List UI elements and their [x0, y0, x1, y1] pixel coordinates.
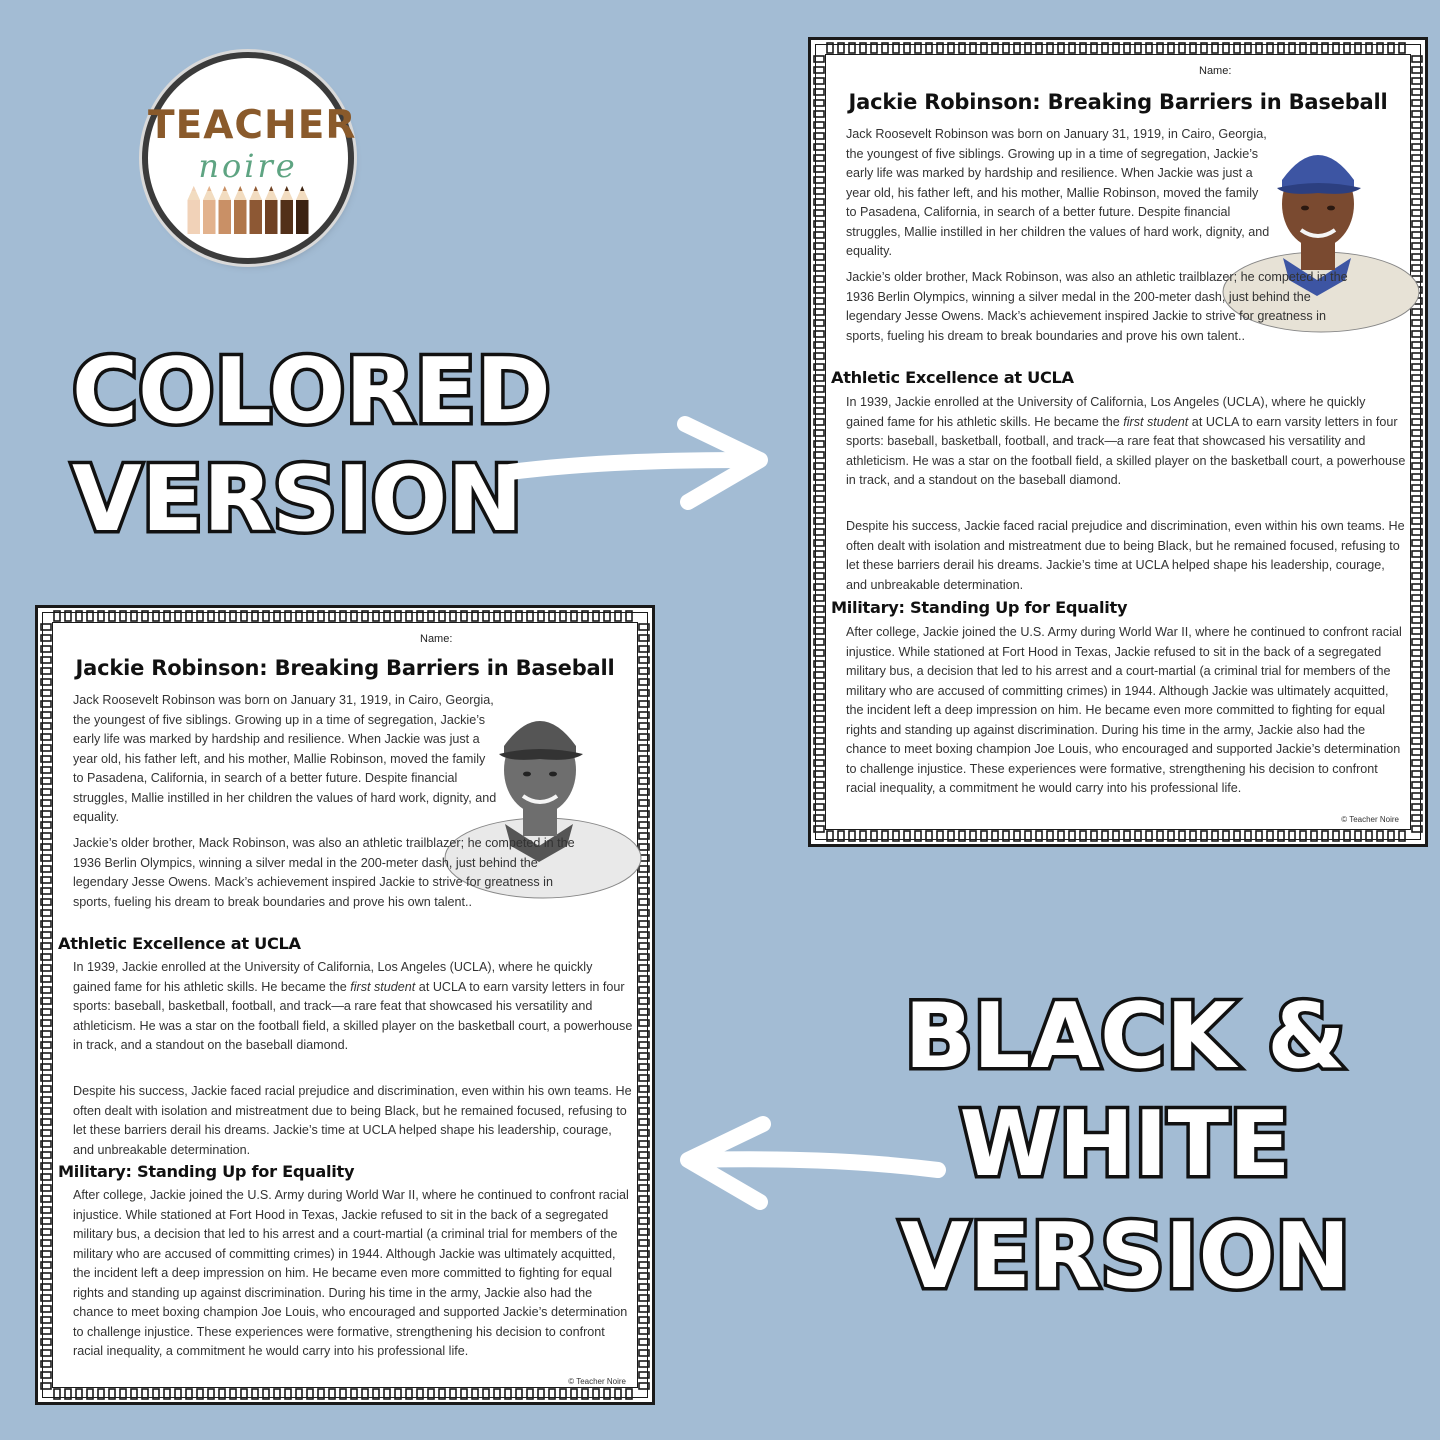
- name-label: Name:: [420, 633, 453, 645]
- arrow-left-icon: [668, 1110, 948, 1220]
- intro-paragraph-1: Jack Roosevelt Robinson was born on January 31, 1919, in Cairo, Georgia, the youngest of five siblings. Growing up in a time of segregation, Jackie’s early life was marked by hardship and resilience. When Jackie was just a year old, his father left, and his mother, Mallie Robinson, moved the family to Pasadena, California, in search of a better future. Despite financial struggles, Mallie instilled in her children the values of hard work, dignity, and equality.: [846, 127, 1270, 258]
- worksheet-colored: [808, 37, 1428, 847]
- bw-label-line-2: WHITE: [959, 1092, 1291, 1197]
- logo-title: TEACHER: [148, 103, 357, 148]
- heading-military: Military: Standing Up for Equality: [58, 1162, 355, 1181]
- military-paragraph: After college, Jackie joined the U.S. Army during World War II, where he continued to confront racial injustice. While stationed at Fort Hood in Texas, Jackie refused to sit in the back of a segregated military bus, a decision that led to his arrest and a court-martial (a criminal trial for members of the military who are accused of committing crimes) in 1944. Although Jackie was ultimately acquitted, the incident left a deep impression on him. He became even more committed to fighting for equal rights and standing up against discrimination. During his time in the army, Jackie also had the chance to meet boxing champion Joe Louis, who encouraged and supported Jackie’s determination to challenge injustice. These experiences were formative, strengthening his decision to confront racial inequality, a commitment he would carry into his professional life.: [73, 1188, 629, 1358]
- heading-ucla: Athletic Excellence at UCLA: [831, 368, 1074, 387]
- copyright-text: © Teacher Noire: [568, 1377, 626, 1386]
- ucla-paragraph-1: In 1939, Jackie enrolled at the University of California, Los Angeles (UCLA), where he quickly gained fame for his athletic skills. He became the first student at UCLA to earn varsity letters in four sports: baseball, basketball, football, and track—a rare feat that showcased his versatility and athleticism. He was a star on the football field, a skilled player on the basketball court, a powerhouse in track, and a standout on the baseball diamond.: [73, 960, 633, 1052]
- copyright-text: © Teacher Noire: [1341, 815, 1399, 824]
- military-paragraph: After college, Jackie joined the U.S. Army during World War II, where he continued to confront racial injustice. While stationed at Fort Hood in Texas, Jackie refused to sit in the back of a segregated military bus, a decision that led to his arrest and a court-martial (a criminal trial for members of the military who are accused of committing crimes) in 1944. Although Jackie was ultimately acquitted, the incident left a deep impression on him. He became even more committed to fighting for equal rights and standing up against discrimination. During his time in the army, Jackie also had the chance to meet boxing champion Joe Louis, who encouraged and supported Jackie’s determination to challenge injustice. These experiences were formative, strengthening his decision to confront racial inequality, a commitment he would carry into his professional life.: [846, 625, 1402, 795]
- worksheet-black-white: [35, 605, 655, 1405]
- colored-pencils-icon: [186, 186, 310, 234]
- colored-label-line-2: VERSION: [72, 447, 523, 552]
- bw-label-line-3: VERSION: [899, 1204, 1351, 1309]
- ucla-paragraph-2: Despite his success, Jackie faced racial prejudice and discrimination, even within his own teams. He often dealt with isolation and mistreatment due to being Black, but he remained focused, refusing to let these barriers derail his dreams. Jackie’s time at UCLA helped shape his leadership, courage, and unbreakable determination.: [73, 1084, 632, 1157]
- ucla-paragraph-2: Despite his success, Jackie faced racial prejudice and discrimination, even within his own teams. He often dealt with isolation and mistreatment due to being Black, but he remained focused, refusing to let these barriers derail his dreams. Jackie’s time at UCLA helped shape his leadership, courage, and unbreakable determination.: [846, 519, 1405, 592]
- colored-version-label: [60, 330, 551, 555]
- heading-military: Military: Standing Up for Equality: [831, 598, 1128, 617]
- name-label: Name:: [1199, 65, 1232, 77]
- bw-version-label: [899, 975, 1351, 1320]
- worksheet-title: Jackie Robinson: Breaking Barriers in Baseball: [75, 656, 615, 680]
- worksheet-title: Jackie Robinson: Breaking Barriers in Baseball: [848, 90, 1388, 114]
- heading-ucla: Athletic Excellence at UCLA: [58, 934, 301, 953]
- intro-paragraph-2: Jackie’s older brother, Mack Robinson, was also an athletic trailblazer; he competed in the 1936 Berlin Olympics, winning a silver medal in the 200-meter dash, just behind the legendary Jesse Owens. Mack’s achievement inspired Jackie to strive for greatness in sports, fueling his dream to break boundaries and prove his own talent..: [846, 270, 1348, 343]
- intro-paragraph-2: Jackie’s older brother, Mack Robinson, was also an athletic trailblazer; he competed in the 1936 Berlin Olympics, winning a silver medal in the 200-meter dash, just behind the legendary Jesse Owens. Mack’s achievement inspired Jackie to strive for greatness in sports, fueling his dream to break boundaries and prove his own talent..: [73, 836, 575, 909]
- ucla-paragraph-1: In 1939, Jackie enrolled at the University of California, Los Angeles (UCLA), where he quickly gained fame for his athletic skills. He became the first student at UCLA to earn varsity letters in four sports: baseball, basketball, football, and track—a rare feat that showcased his versatility and athleticism. He was a star on the football field, a skilled player on the basketball court, a powerhouse in track, and a standout on the baseball diamond.: [846, 395, 1406, 487]
- arrow-right-icon: [500, 410, 780, 520]
- bw-label-line-1: BLACK &: [904, 984, 1346, 1089]
- logo-subtitle: noire: [198, 147, 298, 185]
- intro-paragraph-1: Jack Roosevelt Robinson was born on January 31, 1919, in Cairo, Georgia, the youngest of five siblings. Growing up in a time of segregation, Jackie’s early life was marked by hardship and resilience. When Jackie was just a year old, his father left, and his mother, Mallie Robinson, moved the family to Pasadena, California, in search of a better future. Despite financial struggles, Mallie instilled in her children the values of hard work, dignity, and equality.: [73, 693, 497, 824]
- colored-label-line-1: COLORED: [72, 339, 551, 444]
- teacher-noire-logo: [148, 58, 357, 258]
